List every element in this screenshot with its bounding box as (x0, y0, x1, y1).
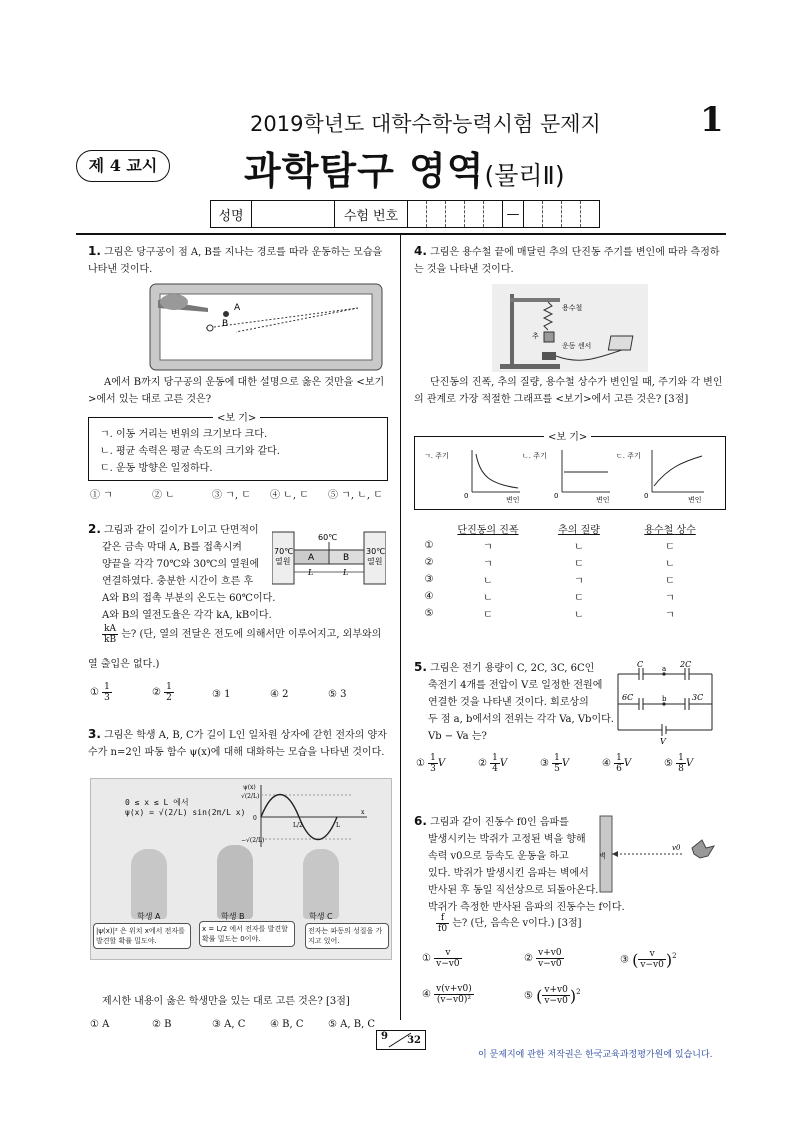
exam-number-label: 수험 번호 (335, 201, 408, 228)
bogi-item: ㄴ. 평균 속력은 평균 속도의 크기와 같다. (100, 446, 280, 457)
unit: V (685, 758, 694, 769)
graph-zero-label: 0 (253, 815, 257, 822)
question-3 (88, 726, 388, 761)
fraction-num: 1 (166, 682, 172, 692)
choice-2[interactable] (478, 753, 507, 774)
question-number: 1. (88, 244, 101, 258)
table-cell: ② (424, 557, 434, 568)
table-row[interactable] (418, 554, 718, 571)
subject-sub: (물리Ⅱ) (484, 161, 565, 190)
bat-wall-figure (596, 812, 720, 896)
table-cell: ㄱ (483, 559, 493, 570)
choice-2[interactable] (524, 948, 564, 969)
copyright-notice: 이 문제지에 관한 저작권은 한국교육과정평가원에 있습니다. (478, 1050, 713, 1060)
choice-1[interactable] (416, 753, 445, 774)
graph-x: 변인 (596, 496, 610, 504)
question-number: 5. (414, 660, 427, 674)
answer-table (418, 520, 718, 622)
exam-number-digit[interactable] (562, 201, 581, 228)
graph-x: 변인 (688, 496, 702, 504)
graph-zero: 0 (644, 492, 649, 500)
fraction-num: v+v0 (544, 985, 568, 996)
stem-line: 축전기 4개를 전압이 V로 일정한 전원에 (428, 680, 603, 691)
table-header: 추의 질량 (558, 525, 600, 536)
period-badge: 제 4 교시 (76, 150, 170, 182)
page-indicator (376, 1030, 426, 1050)
choice-4[interactable] (270, 686, 289, 703)
subject-main: 과학탐구 영역 (244, 149, 485, 193)
fraction-num: v (434, 948, 461, 959)
table-cell: ㄱ (665, 593, 675, 604)
question-4-prompt: 단진동의 진폭, 추의 질량, 용수철 상수가 변인일 때, 주기와 각 변인의 관계로 가장 적절한 그래프를 <보기>에서 고른 것은? [3점] (414, 377, 723, 405)
choice-4[interactable] (422, 984, 474, 1005)
spring-apparatus-figure (492, 284, 648, 372)
fraction-den: v−v0 (544, 996, 568, 1007)
student-c-figure (303, 849, 339, 919)
fraction-num: 1 (430, 753, 436, 763)
choice-1[interactable] (90, 682, 112, 703)
table-cell: ③ (424, 574, 434, 585)
choice-num: ① (422, 953, 431, 964)
question-2-prompt (102, 624, 402, 645)
question-1-prompt: A에서 B까지 당구공의 운동에 대한 설명으로 옳은 것만을 <보기>에서 있는 대로 고른 것은? (88, 377, 385, 405)
student-b-figure (217, 845, 253, 919)
fraction-num: v (638, 949, 665, 960)
fraction-den: 4 (492, 764, 498, 774)
stem-line: 그림과 같이 진동수 f0인 음파를 (430, 817, 569, 828)
speech-bubble-b: x = L/2 에서 전자를 발견할 확률 밀도는 0이야. (199, 921, 295, 947)
table-cell: ㄷ (574, 559, 584, 570)
choice-4[interactable]: ④ ㄴ, ㄷ (270, 490, 309, 501)
cap-6c-label: 6C (622, 693, 634, 702)
exam-number-digit[interactable] (446, 201, 465, 228)
page-number: 1 (700, 100, 724, 140)
choice-2[interactable]: ② ㄴ (152, 490, 175, 501)
graph-zero: 0 (554, 492, 559, 500)
table-cell: ㄴ (574, 542, 584, 553)
exam-number-digit[interactable] (581, 201, 600, 228)
board-line: ψ(x) = √(2/L) sin(2π/L x) (125, 808, 246, 817)
choice-value: 3 (340, 689, 347, 700)
question-number: 3. (88, 727, 101, 741)
point-a-label: a (662, 665, 667, 673)
graph-zero: 0 (464, 492, 469, 500)
ratio-fraction (102, 624, 118, 645)
unit: V (437, 758, 446, 769)
exponent: 2 (576, 988, 581, 996)
cap-2c-label: 2C (680, 660, 692, 669)
stem-line: 같은 금속 막대 A, B를 접촉시켜 (102, 542, 242, 553)
choice-1[interactable]: ① ㄱ (90, 490, 113, 501)
graph-ㄱ (424, 450, 520, 504)
choice-value: 2 (282, 689, 289, 700)
choice-3[interactable]: ③ ㄱ, ㄷ (212, 490, 251, 501)
fraction-num: 1 (492, 753, 498, 763)
bogi-title: <보 기> (544, 428, 591, 443)
unit: V (561, 758, 570, 769)
velocity-label: v0 (672, 844, 681, 852)
student-b-label: 학생 B (221, 912, 245, 921)
spring-label: 용수철 (562, 304, 583, 312)
rod-figure (272, 528, 386, 588)
exam-number-digit[interactable] (427, 201, 446, 228)
table-cell: ㄱ (483, 542, 493, 553)
table-cell: ① (424, 540, 434, 551)
length-label: L (343, 568, 349, 577)
table-header: 용수철 상수 (644, 525, 696, 536)
choice-num: ④ (422, 989, 431, 1000)
choice-num: ② (152, 687, 161, 698)
name-field[interactable] (252, 201, 335, 228)
stem-line: 양끝을 각각 70℃와 30℃의 열원에 (102, 559, 260, 570)
choice-4[interactable]: ④ B, C (270, 1019, 304, 1030)
fraction-num: 1 (616, 753, 622, 763)
fraction-den: f0 (438, 924, 448, 934)
choice-2[interactable] (152, 682, 174, 703)
table-cell: ㄷ (665, 542, 675, 553)
exam-number-digit[interactable] (543, 201, 562, 228)
graph-ㄴ (522, 450, 610, 504)
ratio-fraction (436, 913, 449, 934)
bogi-item: ㄷ. 운동 방향은 일정하다. (100, 463, 213, 474)
question-1 (88, 243, 388, 278)
question-number: 4. (414, 244, 427, 258)
question-number: 2. (88, 522, 101, 536)
choice-num: ① (90, 687, 99, 698)
table-cell: ㄷ (483, 610, 493, 621)
exam-title: 2019학년도 대학수학능력시험 문제지 (250, 112, 601, 136)
choice-num: ④ (270, 689, 279, 700)
question-5 (414, 659, 614, 745)
stem-line: 연결한 것을 나타낸 것이다. 회로상의 (428, 697, 589, 708)
answer-choices (90, 682, 390, 710)
choice-num: ④ (602, 758, 611, 769)
question-2 (88, 521, 276, 624)
choice-3[interactable]: ③ ( $\frac{v}{v-v0}$ )$^2$ (620, 949, 677, 971)
fraction-den: 8 (678, 764, 684, 774)
choice-5[interactable]: ⑤ ㄱ, ㄴ, ㄷ (328, 490, 383, 501)
choice-num: ① (416, 758, 425, 769)
choice-num: ⑤ (664, 758, 673, 769)
stem-line: 발생시키는 박쥐가 고정된 벽을 향해 (428, 834, 586, 845)
exponent: 2 (672, 952, 677, 960)
fraction-num: f (436, 913, 449, 924)
stem-line: A와 B의 열전도율은 각각 kA, kB이다. (102, 610, 272, 621)
page-current: 9 (381, 1031, 388, 1042)
fraction-num: v(v+v0) (436, 984, 472, 994)
weight-label: 추 (532, 332, 539, 340)
fraction-den: 3 (430, 764, 436, 774)
student-a-label: 학생 A (137, 912, 161, 921)
student-a-figure (131, 849, 167, 919)
unit: V (623, 758, 632, 769)
unit: V (499, 758, 508, 769)
question-stem: 그림은 당구공이 점 A, B를 지나는 경로를 따라 운동하는 모습을 나타낸 것이다. (88, 247, 383, 275)
exam-number-digit[interactable] (465, 201, 484, 228)
stem-line: 속력 v0으로 등속도 운동을 하고 (428, 851, 569, 862)
graph-label: ㄷ. 주기 (616, 452, 641, 460)
board-line: 0 ≤ x ≤ L 에서 (125, 798, 189, 807)
capacitor-circuit (612, 660, 718, 744)
wavefunction-graph (241, 781, 371, 851)
choice-value: 1 (224, 689, 231, 700)
fraction-num: 1 (678, 753, 684, 763)
answer-choices (416, 753, 726, 781)
student-id-box (210, 200, 600, 228)
table-header: 단진동의 진폭 (457, 525, 519, 536)
subject-title (244, 140, 565, 195)
choice-num: ② (478, 758, 487, 769)
contact-temp-label: 60℃ (318, 533, 338, 542)
point-b-label: B (222, 319, 229, 329)
fraction-den: v−v0 (436, 959, 460, 969)
stem-line: 있다. 박쥐가 발생시킨 음파는 벽에서 (428, 868, 589, 879)
fraction-den: (v−v0)² (436, 995, 471, 1005)
bogi-list (100, 426, 280, 477)
choice-num: ② (524, 953, 533, 964)
exam-number-digit[interactable] (484, 201, 503, 228)
cap-c-label: C (637, 660, 644, 669)
table-cell: ④ (424, 591, 434, 602)
table-cell: ㄱ (665, 610, 675, 621)
stem-line: 연결하였다. 충분한 시간이 흐른 후 (102, 576, 254, 587)
graph-top-label: √(2/L) (241, 793, 260, 800)
table-cell: ㄷ (574, 593, 584, 604)
length-label: L (308, 568, 314, 577)
choice-num: ③ (540, 758, 549, 769)
choice-num: ⑤ (328, 689, 337, 700)
fraction-den: 2 (166, 693, 172, 703)
choice-1[interactable] (422, 948, 462, 969)
choice-2[interactable]: ② B (152, 1019, 172, 1030)
voltage-label: V (660, 737, 666, 744)
point-b-label: b (662, 695, 667, 703)
speech-bubble-c: 전자는 파동의 성질을 가지고 있어. (305, 923, 389, 949)
billiard-figure (148, 282, 384, 372)
stem-line: 박쥐가 측정한 반사된 음파의 진동수는 f이다. (428, 902, 625, 913)
graph-l-label: L (336, 822, 340, 829)
fraction-num: 1 (104, 682, 110, 692)
table-row[interactable] (418, 605, 718, 622)
speech-bubble-a: |ψ(x)|² 은 위치 x에서 전자를 발견할 확률 밀도야. (93, 923, 191, 949)
graph-mid-label: L/2 (293, 822, 303, 829)
question-stem: 그림은 용수철 끝에 매달린 추의 단진동 주기를 변인에 따라 측정하는 것을 나타낸 것이다. (414, 247, 720, 275)
fraction-den: 6 (616, 764, 622, 774)
fraction-den: v−v0 (538, 959, 562, 969)
table-cell: ⑤ (424, 608, 434, 619)
choice-num: ⑤ (524, 990, 533, 1002)
stem-line: 그림은 전기 용량이 C, 2C, 3C, 6C인 (430, 663, 595, 674)
choice-3[interactable]: ③ A, C (212, 1019, 246, 1030)
choice-5[interactable]: ⑤ A, B, C (328, 1019, 376, 1030)
bogi-item: ㄱ. 이동 거리는 변위의 크기보다 크다. (100, 429, 268, 440)
question-5-prompt: Vb − Va 는? (428, 731, 487, 742)
choice-5[interactable] (664, 753, 693, 774)
fraction-num: v+v0 (538, 948, 562, 958)
choice-num: ③ (212, 689, 221, 700)
graph-label: ㄱ. 주기 (424, 452, 449, 460)
question-4 (414, 243, 726, 278)
bogi-title: <보 기> (213, 409, 260, 424)
choice-5[interactable] (328, 686, 347, 703)
choice-3[interactable] (212, 686, 231, 703)
point-a-label: A (234, 303, 241, 313)
name-label: 성명 (211, 201, 252, 228)
prompt-text: 는? (단, 음속은 v이다.) [3점] (452, 918, 582, 929)
question-stem: 그림은 학생 A, B, C가 길이 L인 일차원 상자에 갇힌 전자의 양자수가 n=2인 파동 함수 ψ(x)에 대해 대화하는 모습을 나타낸 것이다. (88, 730, 387, 758)
right-source-temp: 30℃ (366, 547, 386, 556)
left-source-label: 열원 (275, 557, 291, 566)
exam-number-digit[interactable] (408, 201, 427, 228)
fraction-num: 1 (554, 753, 560, 763)
graph-ㄷ (616, 450, 704, 504)
rod-b-label: B (343, 553, 350, 563)
question-6-prompt (436, 913, 582, 934)
sensor-label: 운동 센서 (562, 342, 592, 350)
stem-line: 반사된 후 동일 직선상으로 되돌아온다. (428, 885, 599, 896)
table-cell: ㄴ (483, 593, 493, 604)
choice-5[interactable]: ⑤ ( $\frac{v+v0}{v-v0}$ )$^2$ (524, 985, 581, 1007)
question-number: 6. (414, 814, 427, 828)
table-cell: ㄴ (574, 610, 584, 621)
stem-line: 그림과 같이 길이가 L이고 단면적이 (104, 525, 259, 536)
exam-number-dash: — (503, 201, 524, 228)
table-row[interactable] (418, 571, 718, 588)
graph-x: 변인 (506, 496, 520, 504)
answer-choices (422, 948, 722, 1018)
stem-line: A와 B의 접촉 부분의 온도는 60℃이다. (102, 593, 276, 604)
cap-3c-label: 3C (692, 693, 704, 702)
fraction-den: 5 (554, 764, 560, 774)
choice-num: ③ (620, 954, 629, 966)
bogi-graphs (420, 446, 720, 506)
table-row[interactable] (418, 537, 718, 554)
student-c-label: 학생 C (309, 912, 333, 921)
question-2-prompt-2: 열 출입은 없다.) (88, 659, 160, 670)
board-text (125, 797, 245, 817)
fraction-den: 3 (104, 693, 110, 703)
exam-number-digit[interactable] (524, 201, 543, 228)
table-cell: ㄴ (665, 559, 675, 570)
table-cell: ㄴ (483, 576, 493, 587)
graph-y-label: ψ(x) (243, 784, 256, 791)
question-3-prompt: 제시한 내용이 옳은 학생만을 있는 대로 고른 것은? [3점] (102, 996, 350, 1007)
page-total: 32 (407, 1035, 421, 1046)
header-rule (76, 233, 726, 235)
graph-label: ㄴ. 주기 (522, 452, 547, 460)
fraction-den: v−v0 (640, 960, 664, 971)
rod-a-label: A (308, 553, 315, 563)
classroom-figure (90, 778, 392, 960)
choice-4[interactable] (602, 753, 631, 774)
question-6 (414, 813, 625, 916)
stem-line: 두 점 a, b에서의 전위는 각각 Va, Vb이다. (428, 714, 614, 725)
graph-x-label: x (361, 809, 365, 816)
wall-label: 벽 (599, 852, 606, 860)
left-source-temp: 70℃ (274, 547, 294, 556)
prompt-text: 는? (단, 열의 전달은 전도에 의해서만 이루어지고, 외부와의 (121, 629, 382, 640)
table-row[interactable] (418, 588, 718, 605)
table-cell: ㄷ (665, 576, 675, 587)
choice-3[interactable] (540, 753, 569, 774)
table-cell: ㄱ (574, 576, 584, 587)
fraction-num: kA (102, 624, 118, 635)
choice-1[interactable]: ① A (90, 1019, 110, 1030)
fraction-den: kB (104, 635, 117, 645)
graph-bottom-label: −√(2/L) (241, 837, 265, 844)
right-source-label: 열원 (367, 557, 383, 566)
